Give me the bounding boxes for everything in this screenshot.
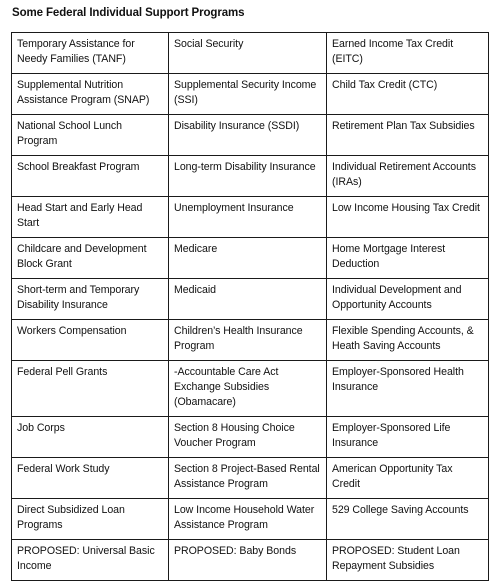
- table-cell: Workers Compensation: [12, 320, 169, 361]
- table-cell: Medicaid: [169, 279, 327, 320]
- table-cell: Head Start and Early Head Start: [12, 197, 169, 238]
- table-cell: Supplemental Security Income (SSI): [169, 74, 327, 115]
- table-cell: Unemployment Insurance: [169, 197, 327, 238]
- table-cell: School Breakfast Program: [12, 156, 169, 197]
- table-cell: PROPOSED: Baby Bonds: [169, 540, 327, 581]
- page-title: Some Federal Individual Support Programs: [12, 7, 245, 19]
- table-cell: Child Tax Credit (CTC): [327, 74, 489, 115]
- table-cell: Retirement Plan Tax Subsidies: [327, 115, 489, 156]
- table-cell: Long-term Disability Insurance: [169, 156, 327, 197]
- table-cell: Employer-Sponsored Life Insurance: [327, 417, 489, 458]
- table-row: [12, 74, 489, 115]
- table-row: [12, 197, 489, 238]
- table-cell: Medicare: [169, 238, 327, 279]
- table-cell: Individual Development and Opportunity Accounts: [327, 279, 489, 320]
- table-row: [12, 361, 489, 417]
- table-cell: Earned Income Tax Credit (EITC): [327, 33, 489, 74]
- table-row: [12, 458, 489, 499]
- table-cell: Section 8 Project-Based Rental Assistance Program: [169, 458, 327, 499]
- table-cell: Low Income Housing Tax Credit: [327, 197, 489, 238]
- table-row: [12, 33, 489, 74]
- table-cell: Direct Subsidized Loan Programs: [12, 499, 169, 540]
- table-cell: Disability Insurance (SSDI): [169, 115, 327, 156]
- table-cell: Federal Pell Grants: [12, 361, 169, 417]
- table-cell: National School Lunch Program: [12, 115, 169, 156]
- table-cell: Section 8 Housing Choice Voucher Program: [169, 417, 327, 458]
- table-row: [12, 156, 489, 197]
- table-cell: Home Mortgage Interest Deduction: [327, 238, 489, 279]
- table-cell: Short-term and Temporary Disability Insurance: [12, 279, 169, 320]
- table-cell: Low Income Household Water Assistance Program: [169, 499, 327, 540]
- table-cell: Temporary Assistance for Needy Families (TANF): [12, 33, 169, 74]
- table-row: [12, 238, 489, 279]
- table-row: [12, 540, 489, 581]
- table-row: [12, 417, 489, 458]
- table-cell: Childcare and Development Block Grant: [12, 238, 169, 279]
- programs-table: [11, 32, 489, 581]
- table-cell: PROPOSED: Student Loan Repayment Subsidies: [327, 540, 489, 581]
- table-cell: Social Security: [169, 33, 327, 74]
- table-cell: Employer-Sponsored Health Insurance: [327, 361, 489, 417]
- table-cell: American Opportunity Tax Credit: [327, 458, 489, 499]
- table-row: [12, 279, 489, 320]
- table-row: [12, 115, 489, 156]
- table-cell: Flexible Spending Accounts, & Heath Saving Accounts: [327, 320, 489, 361]
- table-cell: PROPOSED: Universal Basic Income: [12, 540, 169, 581]
- table-cell: Children’s Health Insurance Program: [169, 320, 327, 361]
- table-cell: Supplemental Nutrition Assistance Program (SNAP): [12, 74, 169, 115]
- table-cell: Federal Work Study: [12, 458, 169, 499]
- table-cell: Individual Retirement Accounts (IRAs): [327, 156, 489, 197]
- table-row: [12, 320, 489, 361]
- table-row: [12, 499, 489, 540]
- table-cell: Job Corps: [12, 417, 169, 458]
- table-cell: 529 College Saving Accounts: [327, 499, 489, 540]
- table-cell: -Accountable Care Act Exchange Subsidies (Obamacare): [169, 361, 327, 417]
